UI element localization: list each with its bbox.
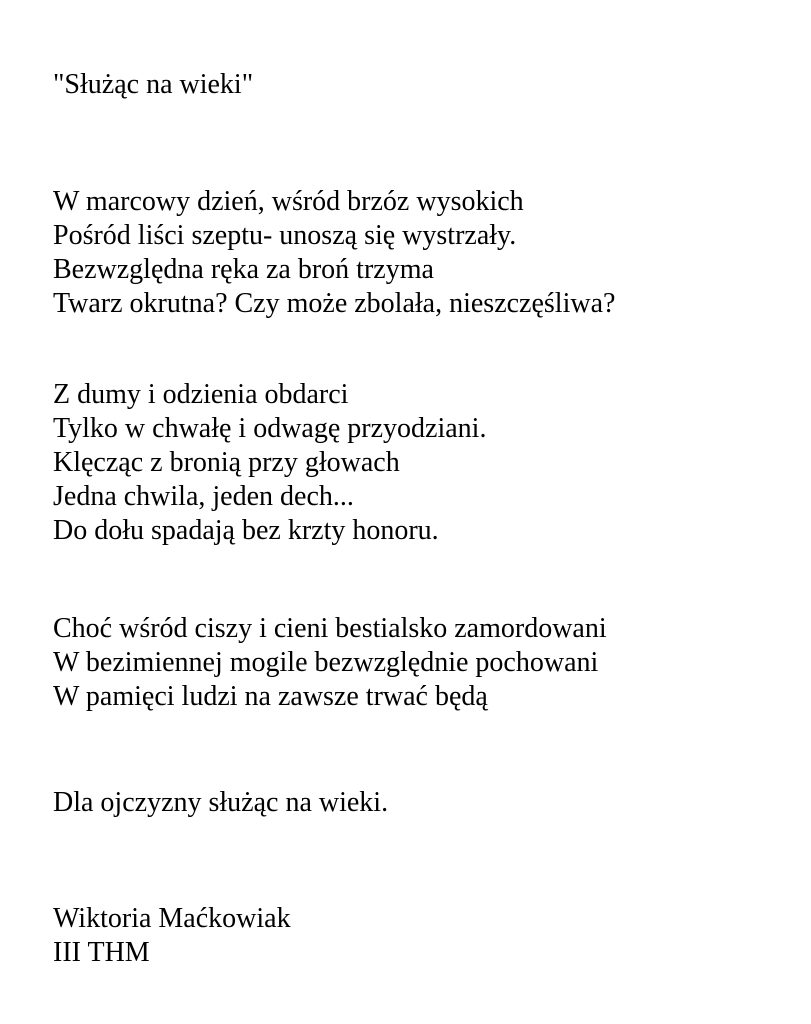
author-signature xyxy=(53,902,291,970)
author-name: Wiktoria Maćkowiak xyxy=(53,903,291,934)
author-class: III THM xyxy=(53,937,150,968)
poem-line: Do dołu spadają bez krzty honoru. xyxy=(53,515,439,546)
poem-line: Jedna chwila, jeden dech... xyxy=(53,481,354,512)
closing-stanza xyxy=(53,786,388,820)
poem-line: Twarz okrutna? Czy może zbolała, nieszczęśliwa? xyxy=(53,288,616,319)
poem-line: W bezimiennej mogile bezwzględnie pochowani xyxy=(53,647,599,678)
stanza-1 xyxy=(53,185,615,321)
poem-line: Pośród liści szeptu- unoszą się wystrzały. xyxy=(53,220,517,251)
poem-line: W marcowy dzień, wśród brzóz wysokich xyxy=(53,186,524,217)
closing-line: Dla ojczyzny służąc na wieki. xyxy=(53,787,389,818)
poem-line: Tylko w chwałę i odwagę przyodziani. xyxy=(53,413,487,444)
poem-title: "Służąc na wieki" xyxy=(53,69,254,100)
poem-line: Bezwzględna ręka za broń trzyma xyxy=(53,254,434,285)
poem-line: Klęcząc z bronią przy głowach xyxy=(53,447,400,478)
poem-line: Choć wśród ciszy i cieni bestialsko zamordowani xyxy=(53,613,607,644)
stanza-2 xyxy=(53,378,486,548)
poem-line: Z dumy i odzienia obdarci xyxy=(53,379,349,410)
poem-line: W pamięci ludzi na zawsze trwać będą xyxy=(53,681,488,712)
stanza-3 xyxy=(53,612,607,714)
